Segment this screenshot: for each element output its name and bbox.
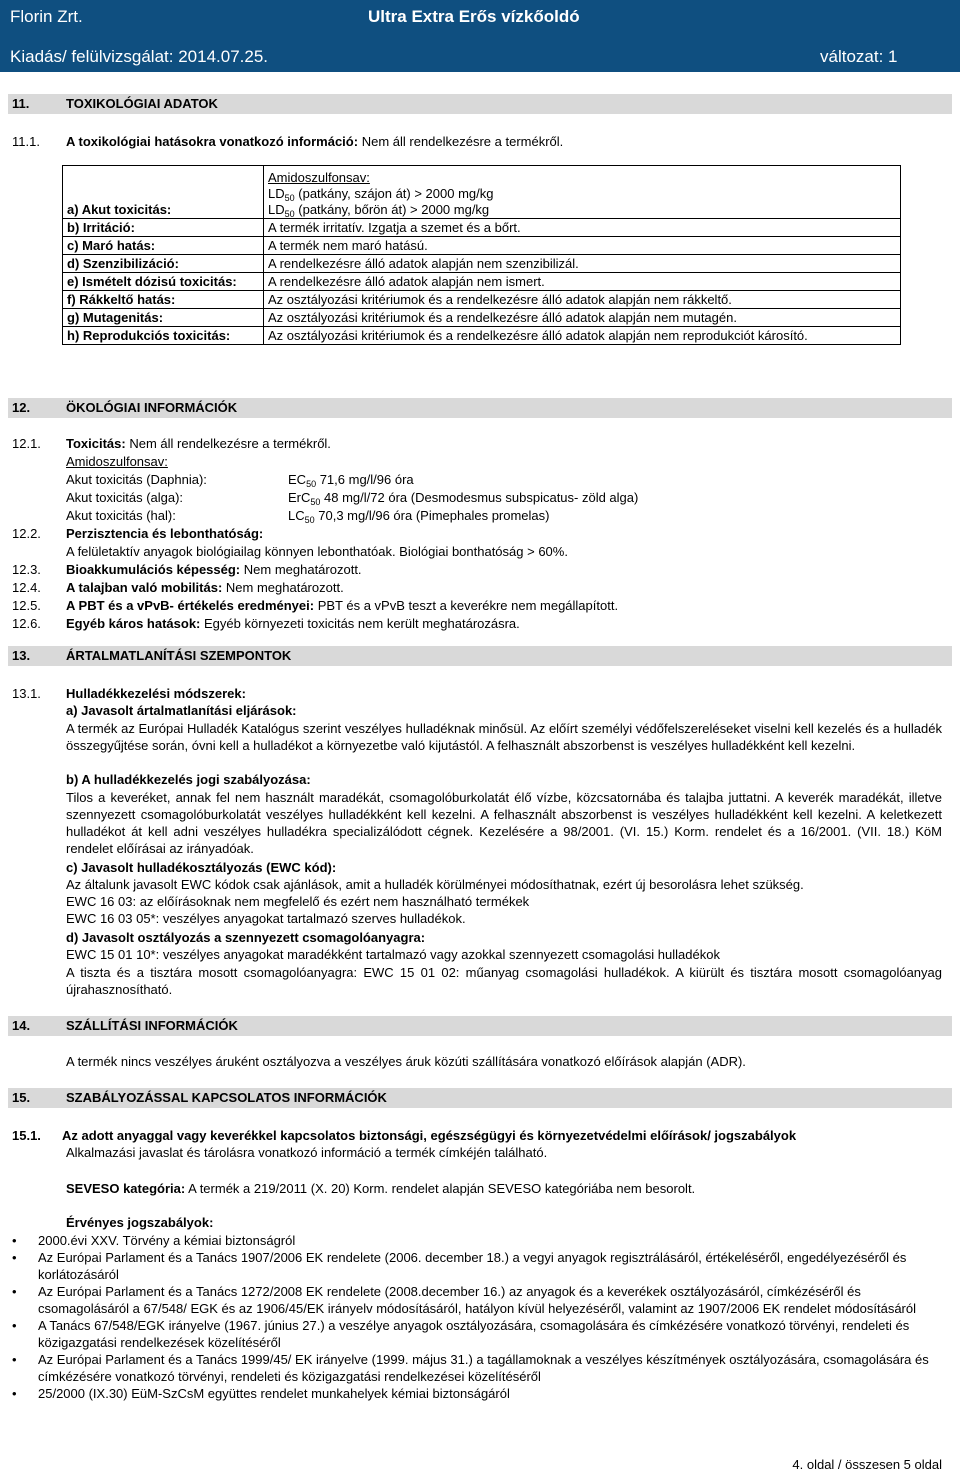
subsection-12-4: 12.4. (12, 580, 41, 595)
ecotox-value: ErC$_{50}$ 48 mg/l/72 óra (Desmodesmus subspicatus- zöld alga) (288, 490, 639, 507)
list-item: • Az Európai Parlament és a Tanács 1272/2008 EK rendelete (2008.december 16.) az anyagok és a keverékek osztályozásáról, címkézéséről és csomagolásáról a 67/548/ EGK és az 1906/45/EK irányelv módosításáról, hatályon kívül helyezéséről, valamint az 1907/2006 EK rendelet módosításáról (12, 1284, 917, 1316)
list-item: • Az Európai Parlament és a Tanács 1999/45/ EK irányelve (1999. május 31.) a tagállamoknak a veszélyes készítmények osztályozására, csomagolására és címkézésére vonatkozó törvényi, rendeleti és közigazgatási rendelkezései közelítéséről (12, 1352, 929, 1384)
ecotox-substance: Amidoszulfonsav: (66, 454, 168, 469)
ecotox-label: Akut toxicitás (Daphnia): (66, 472, 207, 487)
ewc-line: EWC 16 03: az előírásoknak nem megfelelő és ezért nem használható termékek (66, 894, 530, 909)
regulation-text: Alkalmazási javaslat és tárolásra vonatkozó információ a termék címkéjén található. (66, 1145, 548, 1160)
waste-d-title: d) Javasolt osztályozás a szennyezett csomagolóanyagra: (66, 930, 426, 945)
subsection-12-1: 12.1. (12, 436, 41, 451)
table-row-label: c) Maró hatás: (63, 237, 264, 255)
table-row-value: A rendelkezésre álló adatok alapján nem szenzibilizál. (264, 255, 901, 273)
section-number: 12. (12, 400, 31, 415)
subsection-11-1: 11.1. A toxikológiai hatásokra vonatkozó információ: Nem áll rendelkezésre a termékről. (12, 134, 564, 149)
waste-c-text: Az általunk javasolt EWC kódok csak ajánlások, amit a hulladék körülményei módosíthatnak, ezért új besorolásra lehet szükség. (66, 877, 804, 892)
subsection-12-3: 12.3. (12, 562, 41, 577)
section-15-heading (8, 1088, 952, 1108)
table-row-value: A rendelkezésre álló adatok alapján nem ismert. (264, 273, 901, 291)
subsection-12-5: 12.5. (12, 598, 41, 613)
subsection-12-2: 12.2. (12, 526, 41, 541)
version-label: változat: 1 (820, 47, 898, 66)
list-item: • A Tanács 67/548/EGK irányelve (1967. június 27.) a veszélye anyagok osztályozására, csomagolására és címkézésére vonatkozó törvényi, rendeleti és közigazgatási rendelkezések közelítéséről (12, 1318, 910, 1350)
section-number: 15. (12, 1090, 31, 1105)
table-row-value: A termék irritatív. Izgatja a szemet és a bőrt. (264, 219, 901, 237)
table-row-label: b) Irritáció: (63, 219, 264, 237)
ewc-line: EWC 15 01 10*: veszélyes anyagokat maradékként tartalmazó vagy azokkal szennyezett csomagolási hulladékok (66, 947, 720, 962)
ewc-line: EWC 16 03 05*: veszélyes anyagokat tartalmazó szerves hulladékok. (66, 911, 466, 926)
table-row-value: Amidoszulfonsav: $LD_{50}$ (patkány, szájon át) > 2000 mg/kg $LD_{50}$ (patkány, bőrön át) > 2000 mg/kg (264, 166, 901, 219)
section-number: 13. (12, 648, 31, 663)
ecotox-label: Akut toxicitás (alga): (66, 490, 184, 505)
revision-date: Kiadás/ felülvizsgálat: 2014.07.25. (10, 47, 269, 66)
table-row-value: Az osztályozási kritériumok és a rendelkezésre álló adatok alapján nem reprodukciót károsító. (264, 327, 901, 345)
ecotox-value: $LC_{50}$ 70,3 mg/l/96 óra (Pimephales promelas) (288, 508, 550, 525)
table-row-value: Az osztályozási kritériumok és a rendelkezésre álló adatok alapján nem rákkeltő. (264, 291, 901, 309)
waste-b-title: b) A hulladékkezelés jogi szabályozása: (66, 772, 311, 787)
section-11-heading (8, 94, 952, 114)
waste-a-title: a) Javasolt ártalmatlanítási eljárások: (66, 703, 297, 718)
laws-list (10, 1232, 955, 1402)
subsection-15-1: 15.1. (12, 1128, 41, 1143)
company-name: Florin Zrt. (10, 7, 83, 26)
table-row-label: e) Ismételt dózisú toxicitás: (63, 273, 264, 291)
section-number: 11. (12, 96, 30, 111)
page-header (0, 0, 960, 72)
table-row-label: d) Szenzibilizáció: (63, 255, 264, 273)
waste-b-text: Tilos a keveréket, annak fel nem használt maradékát, csomagolóburkolatát élő vízbe, közcsatornába és talajba juttatni. A keverék maradékát, illetve szennyezett csomagolóburkolatát veszélyes hulladékként kell kezelni. A felhasznált abszorbenst is veszélyes hulladékként kell kezelni. A keletkezett hulladékot át kell adni veszélyes hulladékra specializálódott cégnek. Kezelésére a 98/2001. (VI. 15.) Korm. rendelet és a 16/2001. (VII. 18.) KöM rendelet előírásai az irányadóak. (66, 790, 942, 856)
waste-a-text: A termék az Európai Hulladék Katalógus szerint veszélyes hulladéknak minősül. Az előírt személyi védőfelszereléseket viselni kell kezelés és a hulladék összegyűjtése során, óvni kell a hulladékot a környezetbe való kijutástól. A felhasznált abszorbenst is veszélyes hulladékként kell kezelni. (66, 721, 942, 753)
subsection-12-6: 12.6. (12, 616, 41, 631)
regulation-title: Az adott anyaggal vagy keverékkel kapcsolatos biztonsági, egészségügyi és környezetvédelmi előírások/ jogszabályok (62, 1128, 797, 1143)
section-title: TOXIKOLÓGIAI ADATOK (66, 96, 218, 111)
table-row-label: a) Akut toxicitás: (63, 166, 264, 219)
waste-d-text: A tiszta és a tisztára mosott csomagolóanyagra: EWC 15 01 02: műanyag csomagolási hulladékok. A kiürült és tisztára mosott csomagolóanyag újrahasznosítható. (66, 965, 942, 997)
subsection-13-1: 13.1. (12, 686, 41, 701)
ecotox-label: Akut toxicitás (hal): (66, 508, 176, 523)
section-title: ÖKOLÓGIAI INFORMÁCIÓK (66, 400, 238, 415)
list-item: • 25/2000 (IX.30) EüM-SzCsM együttes rendelet munkahelyek kémiai biztonságáról (12, 1386, 510, 1401)
document-page: Florin Zrt. Ultra Extra Erős vízkőoldó Kiadás/ felülvizsgálat: 2014.07.25. változat: 1 11. TOXIKOLÓGIAI ADATOK 11.1. A toxikológiai hatásokra vonatkozó információ: Nem áll rendelkezésre a termékről. a) Akut toxicitás: Amidoszulfonsav: $LD_{50}$ (patkány, szájon át) > 2000 mg/kg $LD_{50}$ (patkány, bőrön át) > 2000 mg/kg b) Irritáció: A termék irritatív. Izgatja a szemet és a bőrt. c) Maró hatás: A termék nem maró hatású. d) Szenzibilizáció: A rendelkezésre álló adatok alapján nem szenzibilizál. e) Ismételt dózisú toxicitás: A rendelkezésre álló adatok alapján nem ismert. f) Rákkeltő hatás: Az osztályozási kritériumok és a rendelkezésre álló adatok alapján nem rákkeltő. g) Mutagenitás: Az osztályozási kritériumok és a rendelkezésre álló adatok alapján nem mutagén. h) Reprodukciós toxicitás: Az osztályozási kritériumok és a rendelkezésre álló adatok alapján nem reprodukciót károsító. 12. ÖKOLÓGIAI INFORMÁCIÓK 12.1. Toxicitás: Nem áll rendelkezésre a termékről. Amidoszulfonsav: Akut toxicitás (Daphnia): $EC_{50}$ 71,6 mg/l/96 óra Akut toxicitás (alga): ErC$_{50}$ 48 mg/l/72 óra (Desmodesmus subspicatus- zöld alga) Akut toxicitás (hal): $LC_{50}$ 70,3 mg/l/96 óra (Pimephales promelas) 12.2. Perzisztencia és lebonthatóság: A felületaktív anyagok biológiailag könnyen lebonthatóak. Biológiai bonthatóság > 60%. 12.3. Bioakkumulációs képesség: Nem meghatározott. 12.4. A talajban való mobilitás: Nem meghatározott. 12.5. A PBT és a vPvB- értékelés eredményei: PBT és a vPvB teszt a keverékre nem megállapított. 12.6. Egyéb káros hatások: Egyéb környezeti toxicitás nem került meghatározásra. 13. ÁRTALMATLANÍTÁSI SZEMPONTOK 13.1. Hulladékkezelési módszerek: a) Javasolt ártalmatlanítási eljárások: A termék az Európai Hulladék Katalógus szerint veszélyes hulladéknak minősül. Az előírt személyi védőfelszereléseket viselni kell kezelés és a hulladék összegyűjtése során, óvni kell a hulladékot a környezetbe való kijutástól. A felhasznált abszorbenst is veszélyes hulladékként kell kezelni. b) A hulladékkezelés jogi szabályozása: Tilos a keveréket, annak fel nem használt maradékát, csomagolóburkolatát élő vízbe, közcsatornába és talajba juttatni. A keverék maradékát, illetve szennyezett csomagolóburkolatát veszélyes hulladékként kell kezelni. A felhasznált abszorbenst is veszélyes hulladékként kell kezelni. A keletkezett hulladékot át kell adni veszélyes hulladékra specializálódott cégnek. Kezelésére a 98/2001. (VI. 15.) Korm. rendelet és a 16/2001. (VII. 18.) KöM rendelet előírásai az irányadóak. c) Javasolt hulladékosztályozás (EWC kód): Az általunk javasolt EWC kódok csak ajánlások, amit a hulladék körülményei módosíthatnak, ezért új besorolásra lehet szükség. EWC 16 03: az előírásoknak nem megfelelő és ezért nem használható termékek EWC 16 03 05*: veszélyes anyagokat tartalmazó szerves hulladékok. d) Javasolt osztályozás a szennyezett csomagolóanyagra: EWC 15 01 10*: veszélyes anyagokat maradékként tartalmazó vagy azokkal szennyezett csomagolási hulladékok A tiszta és a tisztára mosott csomagolóanyagra: EWC 15 01 02: műanyag csomagolási hulladékok. A kiürült és tisztára mosott csomagolóanyag újrahasznosítható. 14. SZÁLLÍTÁSI INFORMÁCIÓK A termék nincs veszélyes áruként osztályozva a veszélyes áruk közúti szállítására vonatkozó előírások alapján (ADR). 15. SZABÁLYOZÁSSAL KAPCSOLATOS INFORMÁCIÓK 15.1. Az adott anyaggal vagy keverékkel kapcsolatos biztonsági, egészségügyi és környezetvédelmi előírások/ jogszabályok Alkalmazási javaslat és tárolásra vonatkozó információ a termék címkéjén található. SEVESO kategória: A termék a 219/2011 (X. 20) Korm. rendelet alapján SEVESO kategóriába nem besorolt. Érvényes jogszabályok: • 2000.évi XXV. Törvény a kémiai biztonságról • Az Európai Parlament és a Tanács 1907/2006 EK rendelete (2006. december 18.) a vegyi anyagok regisztrálásáról, értékeléséről, engedélyezéséről és korlátozásáról • Az Európai Parlament és a Tanács 1272/2008 EK rendelete (2008.december 16.) az anyagok és a keverékek osztályozásáról, címkézéséről és csomagolásáról a 67/548/ EGK és az 1906/45/EK irányelv módosításáról, hatályon kívül helyezéséről, valamint az 1907/2006 EK rendelet módosításáról • A Tanács 67/548/EGK irányelve (1967. június 27.) a veszélye anyagok osztályozására, csomagolására és címkézésére vonatkozó törvényi, rendeleti és közigazgatási rendelkezések közelítéséről • Az Európai Parlament és a Tanács 1999/45/ EK irányelve (1999. május 31.) a tagállamoknak a veszélyes készítmények osztályozására, csomagolására és címkézésére vonatkozó törvényi, rendeleti és közigazgatási rendelkezései közelítéséről • 25/2000 (IX.30) EüM-SzCsM együttes rendelet munkahelyek kémiai biztonságáról 4. oldal / összesen 5 oldal (0, 0, 960, 1477)
table-row-label: h) Reprodukciós toxicitás: (63, 327, 264, 345)
laws-title: Érvényes jogszabályok: (66, 1215, 214, 1230)
table-row-label: f) Rákkeltő hatás: (63, 291, 264, 309)
section-13-heading (8, 646, 952, 666)
section-number: 14. (12, 1018, 31, 1033)
section-title: ÁRTALMATLANÍTÁSI SZEMPONTOK (66, 648, 292, 663)
section-12-heading (8, 398, 952, 418)
section-title: SZÁLLÍTÁSI INFORMÁCIÓK (66, 1018, 238, 1033)
toxicology-table (62, 165, 901, 345)
table-row-value: A termék nem maró hatású. (264, 237, 901, 255)
transport-text: A termék nincs veszélyes áruként osztályozva a veszélyes áruk közúti szállítására vonatkozó előírások alapján (ADR). (66, 1054, 746, 1069)
product-name: Ultra Extra Erős vízkőoldó (368, 7, 580, 26)
section-title: SZABÁLYOZÁSSAL KAPCSOLATOS INFORMÁCIÓK (66, 1090, 387, 1105)
waste-c-title: c) Javasolt hulladékosztályozás (EWC kód): (66, 860, 337, 875)
list-item: • Az Európai Parlament és a Tanács 1907/2006 EK rendelete (2006. december 18.) a vegyi anyagok regisztrálásáról, értékeléséről, engedélyezéséről és korlátozásáról (12, 1250, 907, 1282)
page-footer: 4. oldal / összesen 5 oldal (792, 1457, 942, 1472)
table-row-label: g) Mutagenitás: (63, 309, 264, 327)
seveso-category: SEVESO kategória: A termék a 219/2011 (X. 20) Korm. rendelet alapján SEVESO kategóriába nem besorolt. (66, 1181, 696, 1196)
table-row-value: Az osztályozási kritériumok és a rendelkezésre álló adatok alapján nem mutagén. (264, 309, 901, 327)
section-14-heading (8, 1016, 952, 1036)
ecotox-value: $EC_{50}$ 71,6 mg/l/96 óra (288, 472, 414, 489)
list-item: • 2000.évi XXV. Törvény a kémiai biztonságról (12, 1233, 296, 1248)
